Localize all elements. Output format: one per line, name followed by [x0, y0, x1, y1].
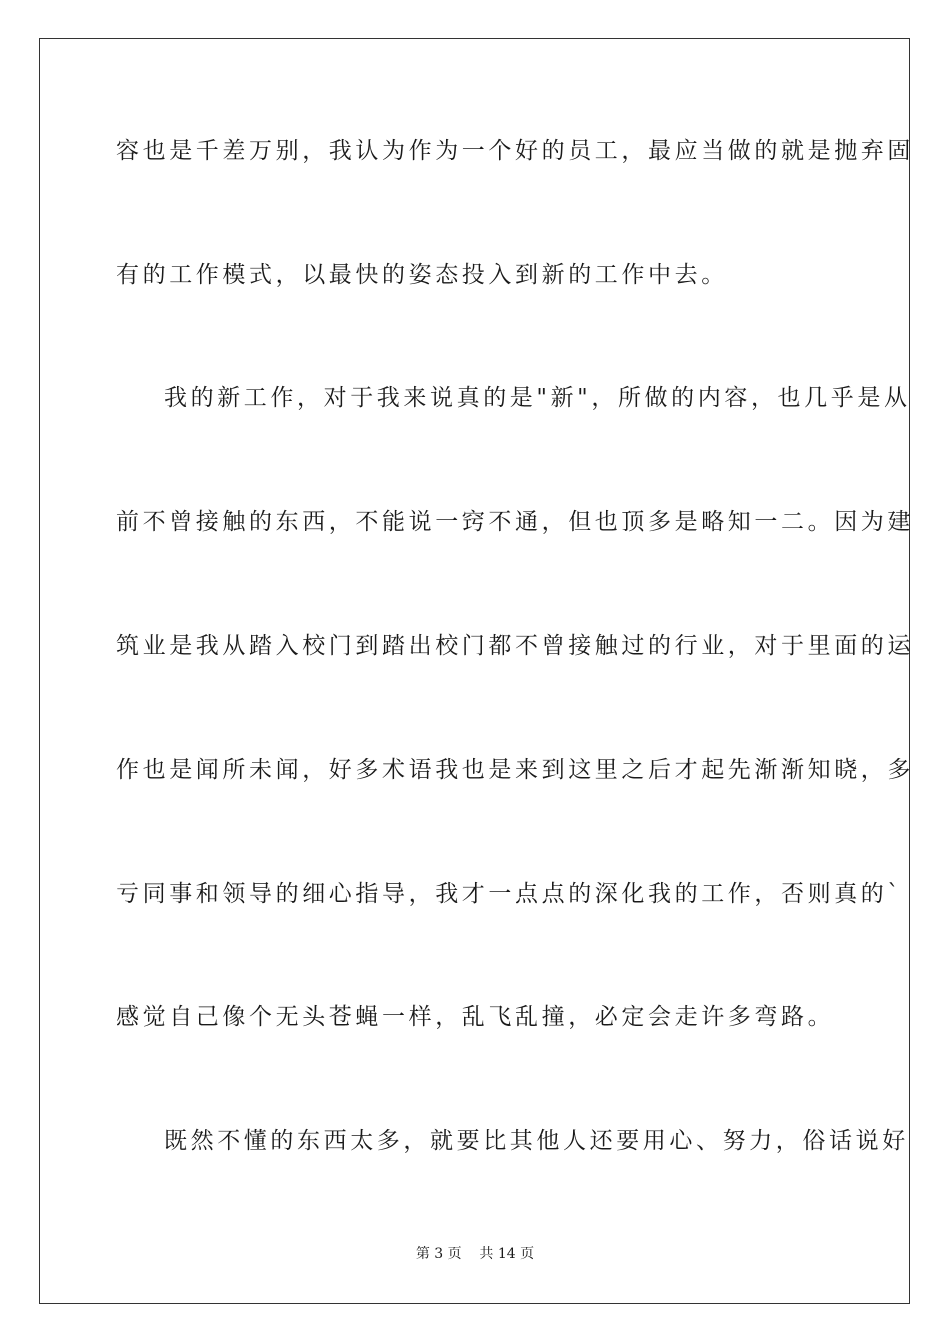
paragraph-start-line: 我的新工作，对于我来说真的是"新"，所做的内容，也几乎是从: [164, 385, 911, 411]
text-line: 作也是闻所未闻，好多术语我也是来到这里之后才起先渐渐知晓，多: [116, 757, 914, 783]
text-line: 容也是千差万别，我认为作为一个好的员工，最应当做的就是抛弃固: [116, 138, 914, 164]
text-line: 感觉自己像个无头苍蝇一样，乱飞乱撞，必定会走许多弯路。: [116, 1004, 835, 1030]
text-line: 前不曾接触的东西，不能说一窍不通，但也顶多是略知一二。因为建: [116, 509, 914, 535]
text-line: 亏同事和领导的细心指导，我才一点点的深化我的工作，否则真的`: [116, 881, 903, 907]
page-border: [39, 38, 914, 1304]
paragraph-start-line: 既然不懂的东西太多，就要比其他人还要用心、努力，俗话说好: [164, 1128, 909, 1154]
page-number-footer: 第 3 页 共 14 页: [415, 1246, 535, 1262]
text-line: 有的工作模式，以最快的姿态投入到新的工作中去。: [116, 262, 728, 288]
text-line: 筑业是我从踏入校门到踏出校门都不曾接触过的行业，对于里面的运: [116, 633, 914, 659]
